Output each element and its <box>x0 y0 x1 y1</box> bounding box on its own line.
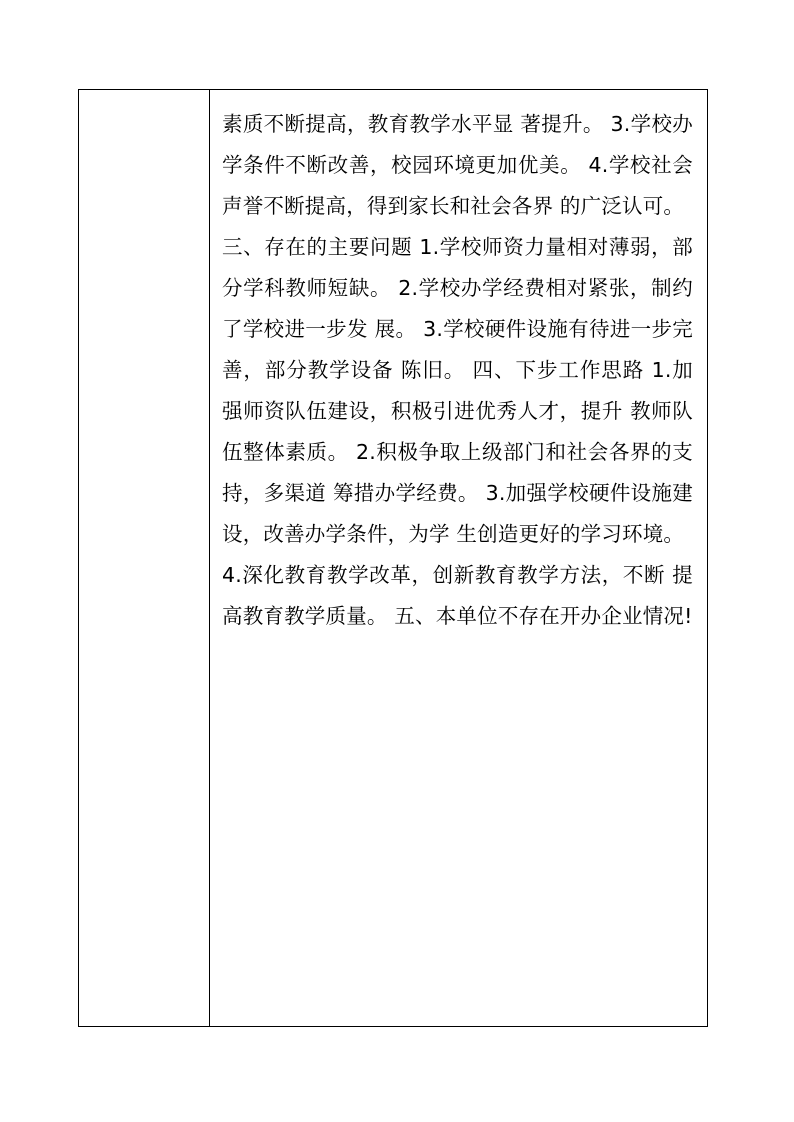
table-label-text <box>79 90 209 118</box>
paragraph-1: 素质不断提高，教育教学水平显 著提升。 3.学校办学条件不断改善，校园环境更加优美。 4.学校社会声誉不断提高，得到家长和社会各界 的广泛认可。 <box>222 112 693 218</box>
table-label-cell <box>79 90 210 1027</box>
table-body-content <box>210 90 707 647</box>
table-row <box>79 90 708 1027</box>
paragraph-3: 4.深化教育教学改革，创新教育教学方法，不断 提高教育教学质量。 五、本单位不存在开办企业情况! <box>222 563 693 628</box>
paragraph-2: 三、存在的主要问题 1.学校师资力量相对薄弱，部分学科教师短缺。 2.学校办学经费相对紧张，制约了学校进一步发 展。 3.学校硬件设施有待进一步完善，部分教学设备 陈旧。 四、下步工作思路 1.加强师资队伍建设，积极引进优秀人才，提升 教师队伍整体素质。 2.积极争取上级部门和社会各界的支持，多渠道 筹措办学经费。 3.加强学校硬件设施建设，改善办学条件，为学 生创造更好的学习环境。 <box>222 235 693 546</box>
table-body-cell <box>210 90 708 1027</box>
document-table <box>78 89 708 1027</box>
